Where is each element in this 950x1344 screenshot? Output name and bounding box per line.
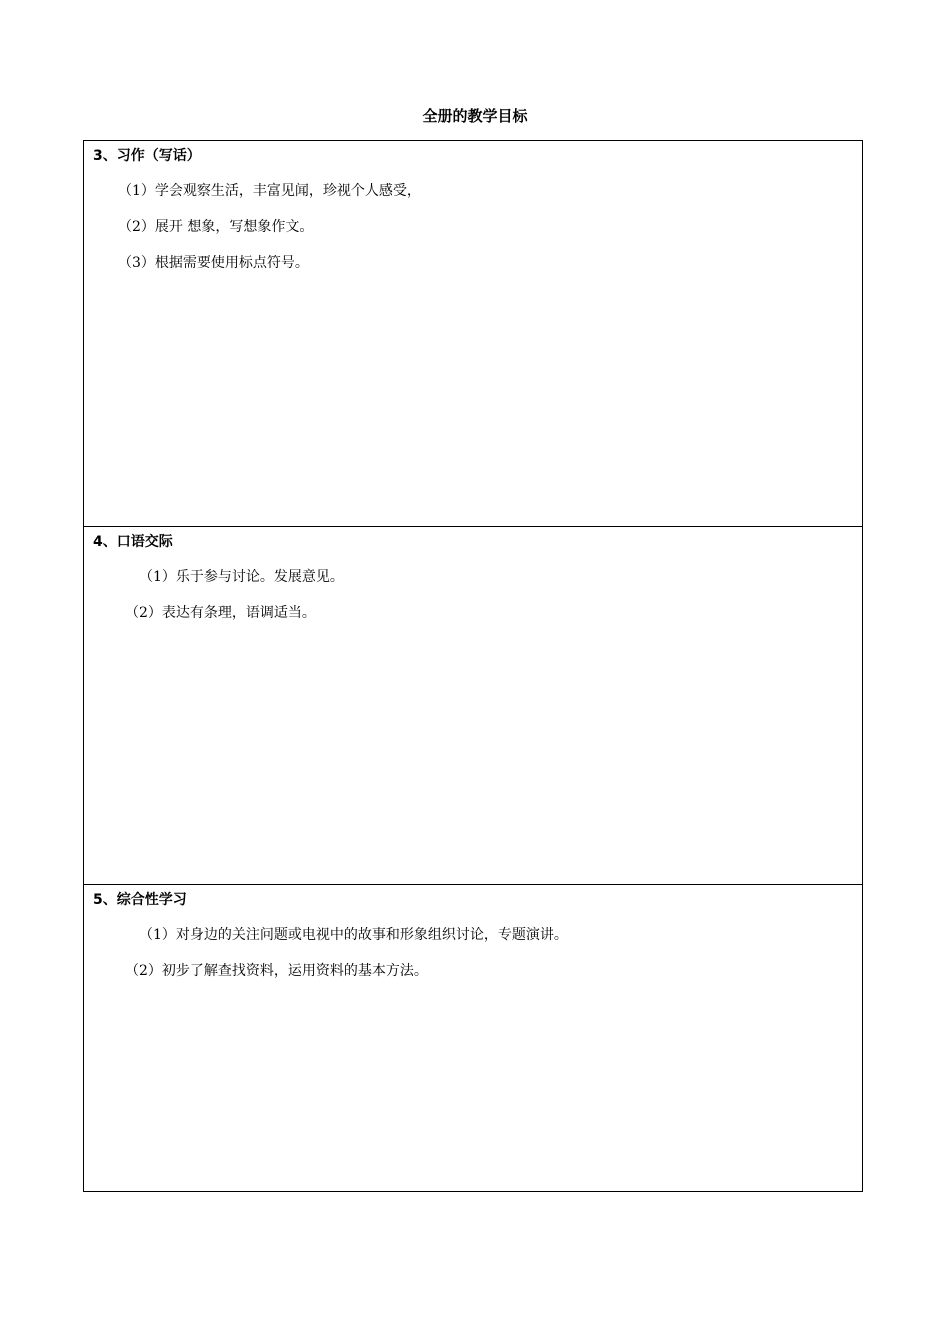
section-heading: 3、习作（写话）: [93, 148, 201, 164]
list-item: （3）根据需要使用标点符号。: [118, 255, 309, 271]
list-item: （2）展开 想象，写想象作文。: [118, 219, 314, 235]
list-item: （2）表达有条理，语调适当。: [125, 605, 316, 621]
goals-table: [83, 140, 863, 1192]
list-item: （1）学会观察生活，丰富见闻，珍视个人感受，: [118, 183, 421, 199]
section-heading: 5、综合性学习: [93, 892, 187, 908]
section-writing: [84, 141, 862, 527]
section-comprehensive-learning: [84, 885, 862, 1191]
section-heading: 4、口语交际: [93, 534, 173, 550]
list-item: （1）乐于参与讨论。发展意见。: [139, 569, 344, 585]
list-item: （1）对身边的关注问题或电视中的故事和形象组织讨论，专题演讲。: [139, 927, 568, 943]
section-oral-communication: [84, 527, 862, 885]
page-title: 全册的教学目标: [422, 107, 528, 125]
list-item: （2）初步了解查找资料，运用资料的基本方法。: [125, 963, 428, 979]
